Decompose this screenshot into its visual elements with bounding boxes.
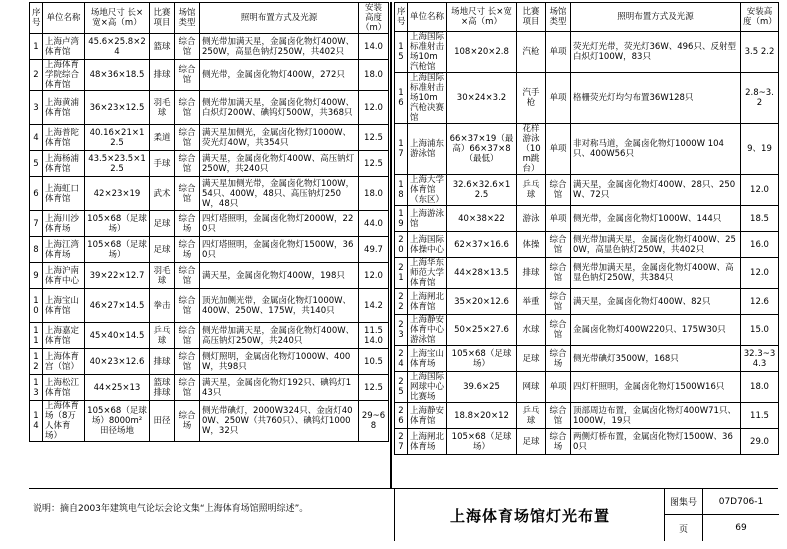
cell-size: 40×38×22 bbox=[447, 206, 517, 232]
cell-type: 综合馆 bbox=[546, 232, 571, 258]
cell-name: 上海宝山体育场 bbox=[408, 346, 447, 372]
cell-height: 3.5 2.2 bbox=[741, 32, 779, 73]
cell-size: 105×68（足球场） bbox=[85, 211, 150, 237]
header-height: 安装高度（m） bbox=[359, 3, 389, 34]
table-row bbox=[30, 60, 389, 91]
cell-sport: 篮球 bbox=[150, 34, 175, 60]
cell-no: 19 bbox=[395, 206, 408, 232]
table-row bbox=[395, 403, 779, 429]
cell-type: 综合场 bbox=[175, 401, 200, 442]
cell-name: 上海体育学院综合体育馆 bbox=[43, 60, 85, 91]
cell-type: 综合馆 bbox=[175, 323, 200, 349]
table-row bbox=[30, 237, 389, 263]
cell-lighting: 顶光加侧光带，金属卤化物灯1000W、400W、250W、175W，共140只 bbox=[200, 289, 359, 323]
table-row bbox=[395, 32, 779, 73]
table-row bbox=[30, 323, 389, 349]
table-row bbox=[395, 346, 779, 372]
cell-type: 综合场 bbox=[175, 211, 200, 237]
cell-lighting: 侧光带，金属卤化物灯1000W、144只 bbox=[571, 206, 741, 232]
cell-lighting: 四灯塔照明，金属卤化物灯1500W，360只 bbox=[200, 237, 359, 263]
cell-no: 11 bbox=[30, 323, 43, 349]
header-lighting: 照明布置方式及光源 bbox=[200, 3, 359, 34]
cell-type: 单项 bbox=[546, 206, 571, 232]
cell-type: 综合馆 bbox=[175, 125, 200, 151]
page-label: 页 bbox=[665, 515, 703, 541]
cell-type: 综合馆 bbox=[175, 375, 200, 401]
cell-name: 上海体育场（8万人体育场） bbox=[43, 401, 85, 442]
table-row bbox=[395, 429, 779, 455]
cell-size: 62×37×16.6 bbox=[447, 232, 517, 258]
table-divider bbox=[390, 2, 392, 488]
cell-type: 综合场 bbox=[546, 429, 571, 455]
table-row bbox=[30, 125, 389, 151]
cell-no: 26 bbox=[395, 403, 408, 429]
cell-size: 108×20×2.8 bbox=[447, 32, 517, 73]
cell-sport: 拳击 bbox=[150, 289, 175, 323]
cell-sport: 水球 bbox=[517, 315, 546, 346]
cell-no: 2 bbox=[30, 60, 43, 91]
cell-no: 15 bbox=[395, 32, 408, 73]
cell-type: 单项 bbox=[546, 32, 571, 73]
cell-size: 39.6×25 bbox=[447, 372, 517, 403]
cell-lighting: 四灯塔照明，金属卤化物灯2000W，220只 bbox=[200, 211, 359, 237]
cell-size: 46×27×14.5 bbox=[85, 289, 150, 323]
table-row bbox=[30, 34, 389, 60]
cell-type: 综合馆 bbox=[175, 263, 200, 289]
cell-no: 21 bbox=[395, 258, 408, 289]
cell-no: 6 bbox=[30, 177, 43, 211]
cell-sport: 足球 bbox=[150, 211, 175, 237]
cell-name: 上海体育宫（馆） bbox=[43, 349, 85, 375]
cell-no: 1 bbox=[30, 34, 43, 60]
cell-sport: 乒乓球 bbox=[150, 323, 175, 349]
cell-sport: 排球 bbox=[517, 258, 546, 289]
table-row bbox=[395, 124, 779, 175]
cell-height: 11.5 14.0 bbox=[359, 323, 389, 349]
cell-no: 24 bbox=[395, 346, 408, 372]
table-row bbox=[30, 151, 389, 177]
cell-name: 上海杨浦体育馆 bbox=[43, 151, 85, 177]
table-right-body bbox=[395, 32, 779, 455]
cell-height: 32.3~34.3 bbox=[741, 346, 779, 372]
cell-lighting: 荧光灯光带，荧光灯36W、496只、反射型白炽灯100W，83只 bbox=[571, 32, 741, 73]
cell-name: 上海卢湾体育馆 bbox=[43, 34, 85, 60]
table-row bbox=[30, 289, 389, 323]
cell-height: 18.0 bbox=[359, 177, 389, 211]
table-right bbox=[394, 2, 779, 455]
cell-lighting: 满天星，金属卤化物灯400W、高压钠灯250W，共240只 bbox=[200, 151, 359, 177]
cell-sport: 足球 bbox=[517, 346, 546, 372]
cell-name: 上海闸北体育馆 bbox=[408, 289, 447, 315]
atlas-value: 07D706-1 bbox=[703, 489, 779, 515]
cell-height: 18.0 bbox=[359, 60, 389, 91]
cell-name: 上海游泳馆 bbox=[408, 206, 447, 232]
cell-type: 综合馆 bbox=[546, 315, 571, 346]
cell-type: 综合馆 bbox=[175, 91, 200, 125]
header-lighting: 照明布置方式及光源 bbox=[571, 3, 741, 32]
cell-size: 44×25×13 bbox=[85, 375, 150, 401]
cell-height: 29.0 bbox=[741, 429, 779, 455]
cell-size: 105×68（足球场） bbox=[447, 429, 517, 455]
cell-height: 12.5 bbox=[359, 375, 389, 401]
cell-sport: 花样游泳（10m跳台） bbox=[517, 124, 546, 175]
cell-sport: 羽毛球 bbox=[150, 91, 175, 125]
cell-height: 12.0 bbox=[741, 258, 779, 289]
cell-name: 上海浦东游泳馆 bbox=[408, 124, 447, 175]
cell-size: 105×68（足球场）8000m² 田径场地 bbox=[85, 401, 150, 442]
cell-lighting: 侧光带加满天星，金属卤化物灯400W、250W，高显色钠灯250W，共402只 bbox=[200, 34, 359, 60]
cell-lighting: 非对称马道，金属卤化物灯1000W 104只、400W56只 bbox=[571, 124, 741, 175]
cell-size: 45×40×14.5 bbox=[85, 323, 150, 349]
cell-lighting: 满天星，金属卤化物灯192只、碘钨灯143只 bbox=[200, 375, 359, 401]
cell-size: 44×28×13.5 bbox=[447, 258, 517, 289]
cell-type: 综合场 bbox=[546, 346, 571, 372]
cell-size: 39×22×12.7 bbox=[85, 263, 150, 289]
cell-size: 32.6×32.6×12.5 bbox=[447, 175, 517, 206]
table-header-row bbox=[395, 3, 779, 32]
cell-type: 综合馆 bbox=[175, 151, 200, 177]
header-name: 单位名称 bbox=[43, 3, 85, 34]
cell-no: 22 bbox=[395, 289, 408, 315]
header-size: 场地尺寸 长×宽×高（m） bbox=[447, 3, 517, 32]
cell-lighting: 侧光带，金属卤化物灯400W，272只 bbox=[200, 60, 359, 91]
cell-name: 上海川沙体育场 bbox=[43, 211, 85, 237]
cell-type: 综合馆 bbox=[546, 175, 571, 206]
cell-lighting: 格栅荧光灯均匀布置36W128只 bbox=[571, 73, 741, 124]
cell-name: 上海大学体育馆（东区） bbox=[408, 175, 447, 206]
cell-no: 12 bbox=[30, 349, 43, 375]
cell-sport: 羽毛球 bbox=[150, 263, 175, 289]
cell-no: 13 bbox=[30, 375, 43, 401]
table-left-body bbox=[30, 34, 389, 442]
cell-type: 综合馆 bbox=[175, 349, 200, 375]
cell-no: 14 bbox=[30, 401, 43, 442]
cell-height: 11.5 bbox=[741, 403, 779, 429]
cell-no: 10 bbox=[30, 289, 43, 323]
cell-sport: 游泳 bbox=[517, 206, 546, 232]
cell-lighting: 侧光带加满天星，金属卤化物灯400W、白炽灯200W、碘钨灯500W，共368只 bbox=[200, 91, 359, 125]
header-size: 场地尺寸 长×宽×高（m） bbox=[85, 3, 150, 34]
table-row bbox=[30, 91, 389, 125]
table-row bbox=[395, 232, 779, 258]
cell-size: 42×23×19 bbox=[85, 177, 150, 211]
table-row bbox=[395, 73, 779, 124]
cell-sport: 柔道 bbox=[150, 125, 175, 151]
cell-no: 23 bbox=[395, 315, 408, 346]
cell-size: 50×25×27.6 bbox=[447, 315, 517, 346]
cell-height: 14.0 bbox=[359, 34, 389, 60]
cell-no: 20 bbox=[395, 232, 408, 258]
cell-height: 12.5 bbox=[359, 125, 389, 151]
cell-no: 25 bbox=[395, 372, 408, 403]
cell-sport: 汽手枪 bbox=[517, 73, 546, 124]
table-row bbox=[395, 372, 779, 403]
header-no: 序号 bbox=[30, 3, 43, 34]
cell-no: 16 bbox=[395, 73, 408, 124]
page-value: 69 bbox=[735, 523, 747, 533]
title-block bbox=[29, 488, 778, 541]
cell-height: 15.0 bbox=[741, 315, 779, 346]
cell-no: 8 bbox=[30, 237, 43, 263]
cell-name: 上海沪南体育中心 bbox=[43, 263, 85, 289]
header-name: 单位名称 bbox=[408, 3, 447, 32]
cell-size: 30×24×3.2 bbox=[447, 73, 517, 124]
cell-size: 105×68（足球场） bbox=[85, 237, 150, 263]
cell-lighting: 满天星，金属卤化物灯400W、82只 bbox=[571, 289, 741, 315]
cell-sport: 足球 bbox=[517, 429, 546, 455]
cell-name: 上海黄浦体育馆 bbox=[43, 91, 85, 125]
cell-type: 综合馆 bbox=[175, 177, 200, 211]
cell-sport: 网球 bbox=[517, 372, 546, 403]
cell-no: 9 bbox=[30, 263, 43, 289]
cell-height: 18.5 bbox=[741, 206, 779, 232]
atlas-label: 图集号 bbox=[665, 489, 703, 515]
cell-size: 105×68（足球场） bbox=[447, 346, 517, 372]
cell-name: 上海华东师范大学体育馆 bbox=[408, 258, 447, 289]
cell-lighting: 满天星，金属卤化物灯400W，198只 bbox=[200, 263, 359, 289]
header-height: 安装高度（m） bbox=[741, 3, 779, 32]
header-sport: 比赛项目 bbox=[150, 3, 175, 34]
cell-no: 4 bbox=[30, 125, 43, 151]
footnote: 说明：摘自2003年建筑电气论坛会论文集“上海体育场馆照明综述”。 bbox=[33, 504, 309, 514]
table-header-row bbox=[30, 3, 389, 34]
cell-sport: 武术 bbox=[150, 177, 175, 211]
cell-name: 上海国际网球中心比赛场 bbox=[408, 372, 447, 403]
cell-sport: 乒乓球 bbox=[517, 403, 546, 429]
cell-type: 综合馆 bbox=[546, 289, 571, 315]
cell-type: 综合馆 bbox=[175, 289, 200, 323]
cell-sport: 体操 bbox=[517, 232, 546, 258]
cell-name: 上海国际标准射击场10m汽枪决赛馆 bbox=[408, 73, 447, 124]
cell-sport: 足球 bbox=[150, 237, 175, 263]
cell-size: 18.8×20×12 bbox=[447, 403, 517, 429]
header-type: 场馆类型 bbox=[175, 3, 200, 34]
cell-no: 17 bbox=[395, 124, 408, 175]
cell-sport: 排球 bbox=[150, 60, 175, 91]
cell-type: 综合馆 bbox=[546, 258, 571, 289]
cell-type: 单项 bbox=[546, 372, 571, 403]
cell-size: 35×20×12.6 bbox=[447, 289, 517, 315]
cell-no: 18 bbox=[395, 175, 408, 206]
cell-size: 45.6×25.8×24 bbox=[85, 34, 150, 60]
cell-name: 上海江湾体育场 bbox=[43, 237, 85, 263]
drawing-title: 上海体育场馆灯光布置 bbox=[394, 489, 665, 541]
cell-lighting: 金属卤化物灯400W220只、175W30只 bbox=[571, 315, 741, 346]
table-row bbox=[30, 375, 389, 401]
cell-sport: 田径 bbox=[150, 401, 175, 442]
cell-height: 12.0 bbox=[741, 175, 779, 206]
cell-name: 上海国际体操中心 bbox=[408, 232, 447, 258]
cell-height: 29~68 bbox=[359, 401, 389, 442]
cell-lighting: 侧光带加满天星，金属卤化物灯400W、高显色钠灯250W，共384只 bbox=[571, 258, 741, 289]
cell-height: 18.0 bbox=[741, 372, 779, 403]
table-row bbox=[30, 349, 389, 375]
cell-sport: 排球 bbox=[150, 349, 175, 375]
cell-height: 2.8~3.2 bbox=[741, 73, 779, 124]
table-row bbox=[30, 177, 389, 211]
cell-height: 44.0 bbox=[359, 211, 389, 237]
table-row bbox=[395, 258, 779, 289]
cell-size: 40.16×21×12.5 bbox=[85, 125, 150, 151]
cell-no: 5 bbox=[30, 151, 43, 177]
table-row bbox=[395, 289, 779, 315]
table-left bbox=[29, 2, 389, 442]
cell-lighting: 两侧灯桥布置，金属卤化物灯1500W、360只 bbox=[571, 429, 741, 455]
table-row bbox=[30, 401, 389, 442]
cell-size: 36×23×12.5 bbox=[85, 91, 150, 125]
cell-size: 66×37×19（最高）66×37×8（最低） bbox=[447, 124, 517, 175]
cell-name: 上海国际标准射击场10m汽枪馆 bbox=[408, 32, 447, 73]
header-sport: 比赛项目 bbox=[517, 3, 546, 32]
cell-type: 综合馆 bbox=[175, 60, 200, 91]
cell-name: 上海嘉定体育馆 bbox=[43, 323, 85, 349]
cell-lighting: 四灯杆照明，金属卤化物灯1500W16只 bbox=[571, 372, 741, 403]
table-row bbox=[30, 211, 389, 237]
cell-height: 9、19 bbox=[741, 124, 779, 175]
cell-lighting: 侧光带加满天星，金属卤化物灯400W、高压钠灯250W，共240只 bbox=[200, 323, 359, 349]
cell-no: 7 bbox=[30, 211, 43, 237]
cell-size: 40×23×12.6 bbox=[85, 349, 150, 375]
cell-name: 上海虹口体育馆 bbox=[43, 177, 85, 211]
cell-type: 单项 bbox=[546, 124, 571, 175]
cell-lighting: 侧光带碘灯3500W，168只 bbox=[571, 346, 741, 372]
cell-lighting: 侧光带加满天星，金属卤化物灯400W、250W，高显色钠灯250W，共402只 bbox=[571, 232, 741, 258]
drawing-sheet bbox=[29, 2, 778, 540]
cell-size: 43.5×23.5×12.5 bbox=[85, 151, 150, 177]
cell-sport: 汽枪 bbox=[517, 32, 546, 73]
cell-sport: 手球 bbox=[150, 151, 175, 177]
cell-type: 综合馆 bbox=[175, 34, 200, 60]
cell-name: 上海松江体育馆 bbox=[43, 375, 85, 401]
cell-height: 10.5 bbox=[359, 349, 389, 375]
cell-name: 上海闸北体育场 bbox=[408, 429, 447, 455]
table-row bbox=[395, 175, 779, 206]
cell-height: 16.0 bbox=[741, 232, 779, 258]
cell-name: 上海宝山体育馆 bbox=[43, 289, 85, 323]
cell-name: 上海静安体育中心游泳馆 bbox=[408, 315, 447, 346]
table-row bbox=[30, 263, 389, 289]
cell-sport: 乒乓球 bbox=[517, 175, 546, 206]
cell-height: 12.0 bbox=[359, 91, 389, 125]
cell-height: 12.6 bbox=[741, 289, 779, 315]
title-block-meta bbox=[664, 489, 779, 541]
cell-no: 27 bbox=[395, 429, 408, 455]
cell-type: 综合场 bbox=[175, 237, 200, 263]
cell-sport: 篮球 排球 bbox=[150, 375, 175, 401]
cell-size: 48×36×18.5 bbox=[85, 60, 150, 91]
cell-sport: 举重 bbox=[517, 289, 546, 315]
cell-lighting: 顶部周边布置，金属卤化物灯400W71只、1000W，19只 bbox=[571, 403, 741, 429]
cell-height: 12.5 bbox=[359, 151, 389, 177]
cell-lighting: 满天星加侧光带，金属卤化物灯100W，54只、400W，48只、高压钠灯250W，48只 bbox=[200, 177, 359, 211]
cell-height: 12.0 bbox=[359, 263, 389, 289]
cell-lighting: 侧光带碘灯，2000W324只、金卤灯400W、250W（共760只）、碘钨灯1000W，32只 bbox=[200, 401, 359, 442]
cell-name: 上海普陀体育馆 bbox=[43, 125, 85, 151]
table-row bbox=[395, 315, 779, 346]
cell-lighting: 满天星加侧光，金属卤化物灯1000W、荧光灯40W，共354只 bbox=[200, 125, 359, 151]
cell-height: 14.2 bbox=[359, 289, 389, 323]
cell-no: 3 bbox=[30, 91, 43, 125]
cell-lighting: 侧灯照明，金属卤化物灯1000W、400W，共98只 bbox=[200, 349, 359, 375]
cell-type: 综合馆 bbox=[546, 403, 571, 429]
header-no: 序号 bbox=[395, 3, 408, 32]
cell-lighting: 满天星，金属卤化物灯400W、28只、250W、72只 bbox=[571, 175, 741, 206]
table-row bbox=[395, 206, 779, 232]
cell-height: 49.7 bbox=[359, 237, 389, 263]
cell-name: 上海静安体育馆 bbox=[408, 403, 447, 429]
cell-type: 单项 bbox=[546, 73, 571, 124]
header-type: 场馆类型 bbox=[546, 3, 571, 32]
